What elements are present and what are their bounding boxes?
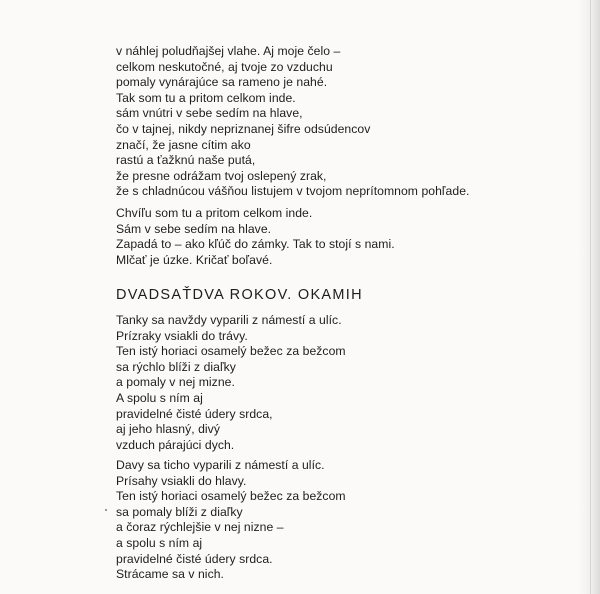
poem-line: Mlčať je úzke. Kričať boľavé. [116, 252, 273, 267]
stanza-1 [116, 44, 469, 200]
poem-line: a čoraz rýchlejšie v nej nizne – [116, 520, 284, 535]
poem-line: sám vnútri v sebe sedím na hlave, [116, 106, 303, 121]
poem-line: rastú a ťažknú naše putá, [116, 153, 256, 168]
poem-line: Sám v sebe sedím na hlave. [116, 221, 272, 236]
poem-line: značí, že jasne cítim ako [116, 137, 251, 152]
poem-line: vzduch párajúci dych. [116, 437, 235, 452]
poem-line: sa rýchlo blíži z diaľky [116, 359, 236, 374]
poem-line: A spolu s ním aj [116, 390, 203, 405]
poem-line: pravidelné čisté údery srdca. [116, 551, 273, 566]
poem-line: Tak som tu a pritom celkom inde. [116, 90, 296, 105]
poem-line: že s chladnúcou vášňou listujem v tvojom neprítomnom pohľade. [116, 184, 470, 199]
poem-line: celkom neskutočné, aj tvoje zo vzduchu [116, 59, 333, 74]
poem-line: sa pomaly blíži z diaľky [116, 504, 243, 519]
stanza-3 [116, 313, 346, 453]
stanza-4 [116, 458, 346, 583]
poem-line: Prísahy vsiakli do hlavy. [116, 473, 247, 488]
poem-line: Ten istý horiaci osamelý bežec za bežcom [116, 344, 346, 359]
poem-line: Chvíľu som tu a pritom celkom inde. [116, 206, 313, 220]
poem-line: pravidelné čisté údery srdca, [116, 406, 273, 421]
poem-line: Ten istý horiaci osamelý bežec za bežcom [116, 489, 346, 504]
poem-line: Strácame sa v nich. [116, 567, 224, 582]
poem-title: DVADSAŤDVA ROKOV. OKAMIH [116, 287, 363, 303]
poem-line: Prízraky vsiakli do trávy. [116, 328, 248, 343]
poem-line: čo v tajnej, nikdy nepriznanej šifre odsúdencov [116, 121, 371, 136]
poem-line: a pomaly v nej mizne. [116, 375, 235, 390]
poem-line: Davy sa ticho vyparili z námestí a ulíc. [116, 458, 325, 472]
poem-line: pomaly vynárajúce sa rameno je nahé. [116, 75, 328, 90]
poem-line: a spolu s ním aj [116, 535, 203, 550]
page-gutter-line [590, 0, 591, 594]
print-speck [105, 509, 107, 511]
poem-line: v náhlej poludňajšej vlahe. Aj moje čelo – [116, 44, 341, 58]
poem-line: Tanky sa navždy vyparili z námestí a ulíc. [116, 313, 342, 327]
poem-line: že presne odrážam tvoj oslepený zrak, [116, 168, 327, 183]
poem-line: aj jeho hlasný, divý [116, 422, 220, 437]
stanza-2 [116, 206, 395, 268]
poem-line: Zapadá to – ako kľúč do zámky. Tak to stojí s nami. [116, 237, 395, 252]
page-gutter-shadow [578, 0, 600, 594]
